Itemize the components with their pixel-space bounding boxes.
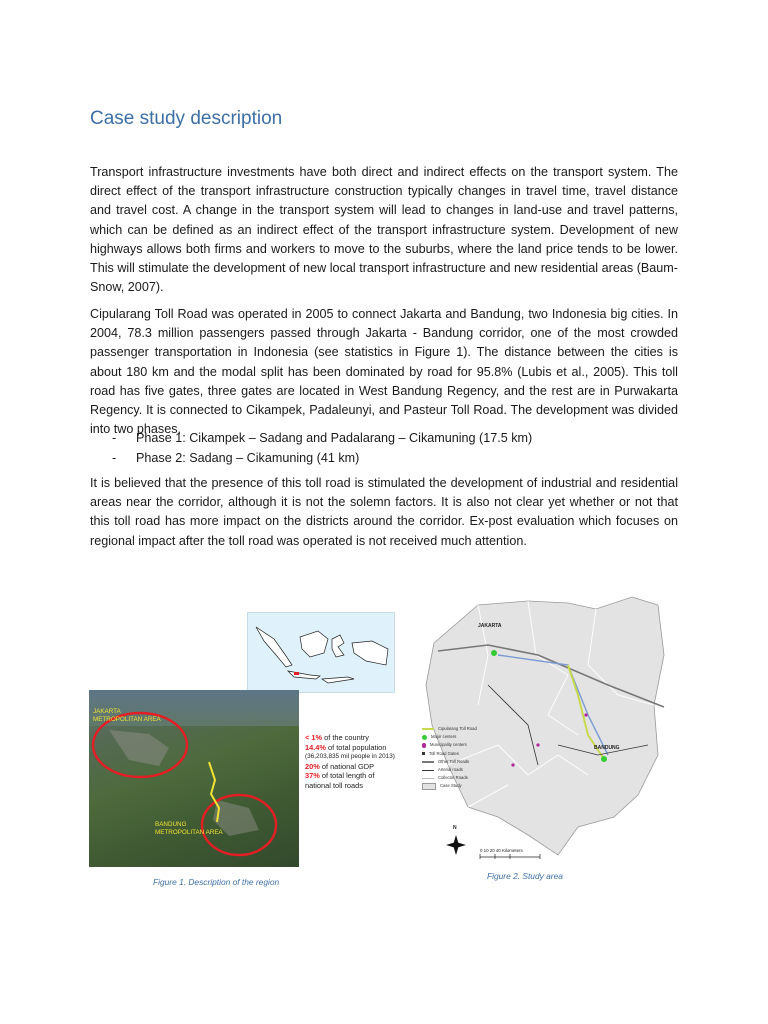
map-label-jakarta: JAKARTA xyxy=(478,623,502,629)
figure-1-caption: Figure 1. Description of the region xyxy=(153,877,280,887)
map-legend xyxy=(422,725,477,791)
paragraph-cipularang: Cipularang Toll Road was operated in 2005 to connect Jakarta and Bandung, two Indonesia big cities. In 2004, 78.3 million passengers passed through Jakarta - Bandung corridor, one of the most crowded passenger transportation in Indonesia (see statistics in Figure 1). The distance between the cities is about 180 km and the modal split has been dominated by road for 95.8% (Lubis et al., 2005). This toll road has five gates, three gates are located in West Bandung Regency, and the rest are in Purwakarta Regency. It is connected to Cikampek, Padaleunyi, and Pasteur Toll Road. The development was divided into two phases, xyxy=(90,307,678,437)
jakarta-metropolitan-label: JAKARTA METROPOLITAN AREA xyxy=(93,708,161,723)
section-title: Case study description xyxy=(90,108,283,129)
satellite-image xyxy=(89,690,299,867)
legend-item: Cipularang Toll Road xyxy=(422,725,477,733)
stat-gdp: 20% of national GDP xyxy=(305,761,375,771)
north-arrow-icon xyxy=(446,835,466,855)
scale-bar xyxy=(480,854,540,859)
phase-1-item: - Phase 1: Cikampek – Sadang and Padalarang – Cikamuning (17.5 km) xyxy=(112,428,532,448)
stat-country: < 1% of the country xyxy=(305,733,369,742)
legend-item: Other Toll Roads xyxy=(422,758,477,766)
phase-2-item: - Phase 2: Sadang – Cikamuning (41 km) xyxy=(112,448,532,468)
scale-label: 0 10 20 40 Kilometers xyxy=(480,848,523,853)
figure-2-caption: Figure 2. Study area xyxy=(487,871,563,881)
legend-item: Toll Road Gates xyxy=(422,750,477,758)
stat-population-note: (36,203,835 mil people in 2013) xyxy=(305,753,395,761)
stat-toll-roads: 37% of total length of national toll roads xyxy=(305,771,375,790)
legend-item: Collector Roads xyxy=(422,774,477,782)
figure-1 xyxy=(89,640,395,890)
legend-item: Major centers xyxy=(422,733,477,741)
legend-item: Municipality centers xyxy=(422,741,477,749)
figure-2 xyxy=(418,595,666,881)
paragraph-impact: It is believed that the presence of this toll road is stimulated the development of industrial and residential areas near the corridor, although it is not the solemn factors. It is also not clear yet whether or not that this toll road has more impact on the districts around the corridor. Ex-post evaluation which focuses on regional impact after the toll road was operated is not received much attention. xyxy=(90,476,678,548)
map-label-bandung: BANDUNG xyxy=(594,745,620,751)
stat-population: 14.4% of total population xyxy=(305,742,387,752)
region-statistics xyxy=(305,733,395,791)
map-north-label: N xyxy=(453,825,457,831)
legend-item: Case Study xyxy=(422,782,477,790)
phases-list xyxy=(112,428,532,468)
paragraph-intro: Transport infrastructure investments have both direct and indirect effects on the transport system. The direct effect of the transport infrastructure construction typically changes in travel time, travel distance and travel cost. A change in the transport system will lead to changes in land-use and travel patterns, which can be defined as an indirect effect of the transport infrastructure system. Development of new highways allows both firms and workers to move to the suburbs, where the land price tends to be lower. This will stimulate the development of new local transport infrastructure and new residential areas (Baum-Snow, 2007). xyxy=(90,165,678,295)
indonesia-islands-shape xyxy=(248,613,394,692)
legend-item: Arterial roads xyxy=(422,766,477,774)
indonesia-inset-map xyxy=(247,612,395,693)
bandung-metropolitan-label: BANDUNG METROPOLITAN AREA xyxy=(155,821,223,836)
